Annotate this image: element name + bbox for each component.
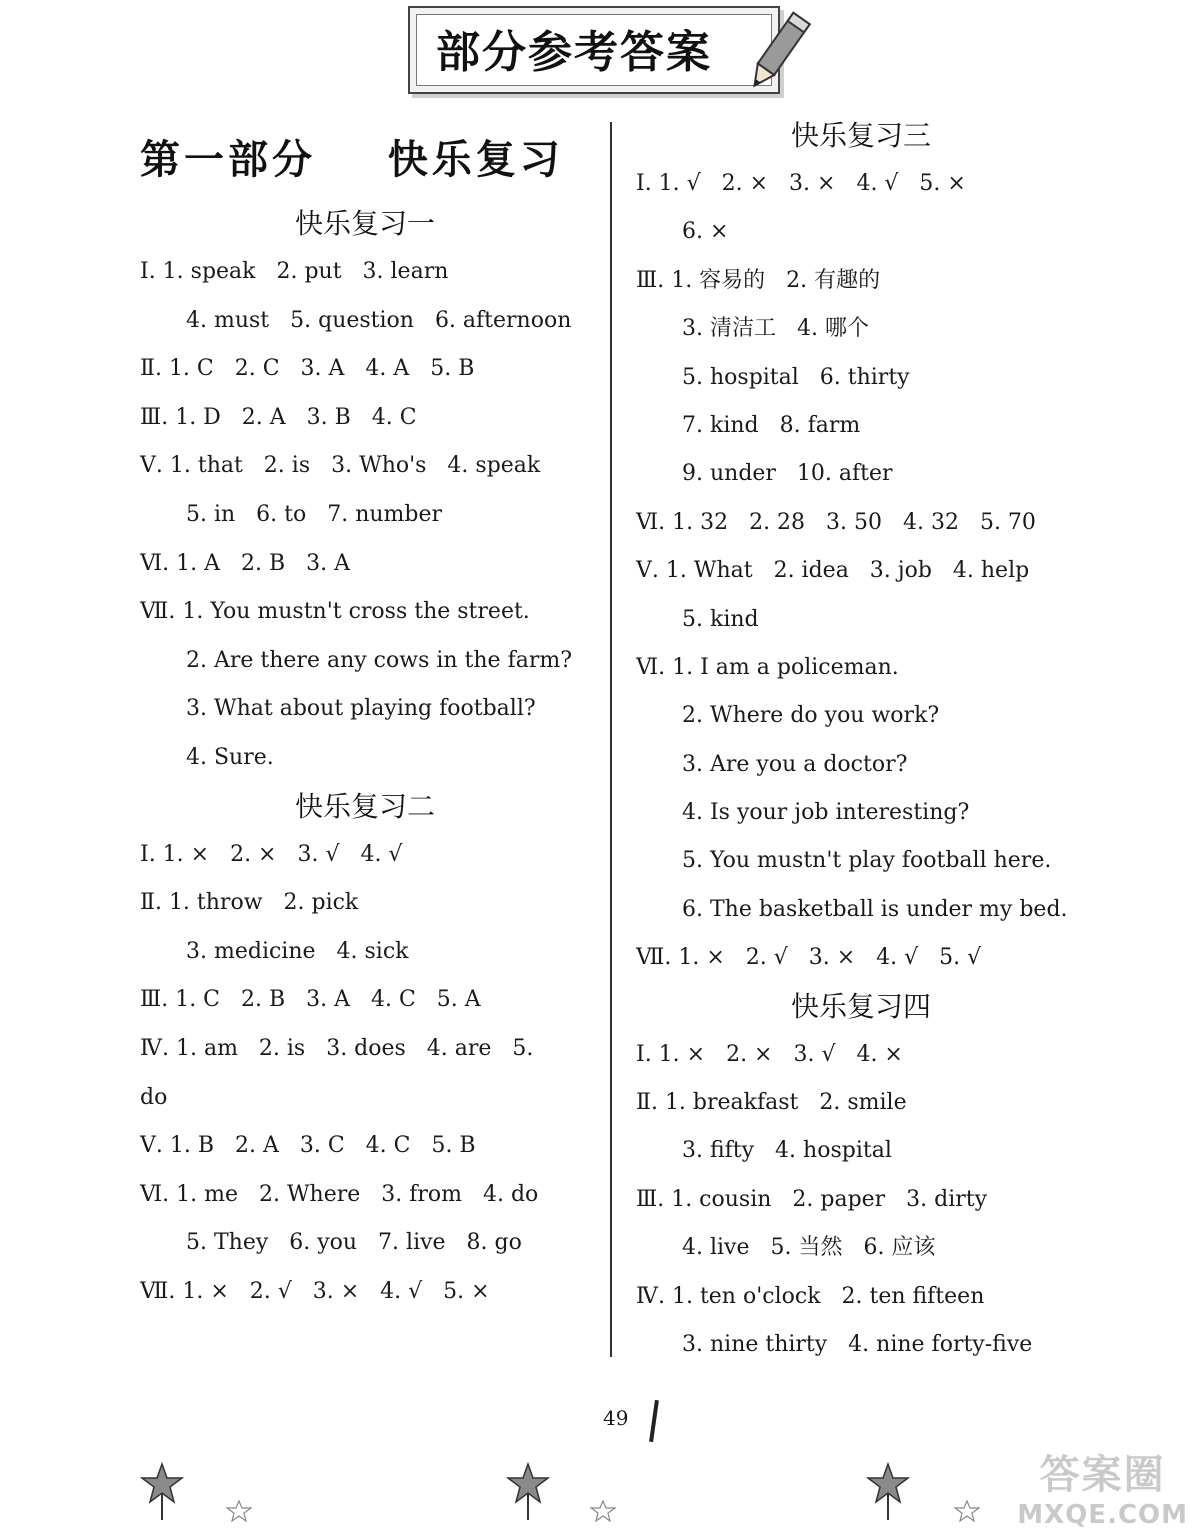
page-number: 49 [603,1406,629,1430]
answer-line: Ⅲ. 1. C 2. B 3. A 4. C 5. A [140,987,481,1013]
answer-line: do [140,1084,168,1110]
answer-line: Ⅶ. 1. × 2. √ 3. × 4. √ 5. √ [636,945,982,971]
answer-line: Ⅰ. 1. speak 2. put 3. learn [140,259,449,284]
left-column [140,200,590,1316]
answer-line: Ⅰ. 1. × 2. × 3. √ 4. × [636,1041,903,1067]
answer-line: Ⅴ. 1. What 2. idea 3. job 4. help [636,558,1030,584]
small-star-icon [590,1500,616,1522]
star-icon [140,1462,184,1522]
answer-line: 3. Are you a doctor? [682,751,908,777]
answer-line: 3. fifty 4. hospital [682,1138,892,1164]
watermark-logo-text: 答案圈 [1039,1452,1166,1498]
answer-line: Ⅰ. 1. √ 2. × 3. × 4. √ 5. × [636,171,966,196]
answer-line: 4. Is your job interesting? [682,800,970,826]
answer-line: Ⅵ. 1. A 2. B 3. A [140,550,350,576]
answer-line: Ⅶ. 1. You mustn't cross the street. [140,599,530,625]
watermark-url: MXQE.COM [1017,1500,1188,1530]
small-star-icon [226,1500,252,1522]
answer-line: Ⅶ. 1. × 2. √ 3. × 4. √ 5. × [140,1278,490,1304]
right-column [636,112,1086,1369]
section-title: 快乐复习一 [294,207,435,240]
answer-line: 3. What about playing football? [186,696,536,722]
answer-line: 5. in 6. to 7. number [186,501,443,527]
answer-line: 6. × [682,219,729,245]
answer-line: 5. They 6. you 7. live 8. go [186,1230,522,1256]
answer-line: Ⅱ. 1. C 2. C 3. A 4. A 5. B [140,356,475,382]
answer-line: Ⅰ. 1. × 2. × 3. √ 4. √ [140,841,403,867]
answer-line: 3. nine thirty 4. nine forty-five [682,1331,1033,1357]
pencil-icon [745,4,815,99]
column-divider [610,122,612,1357]
answer-line: Ⅲ. 1. D 2. A 3. B 4. C [140,404,417,430]
answer-line: 5. You mustn't play football here. [682,848,1052,874]
answer-line: 2. Where do you work? [682,703,940,729]
star-icon [866,1462,910,1522]
banner-title: 部分参考答案 [436,27,712,78]
watermark [1017,1443,1188,1530]
answer-line: 9. under 10. after [682,461,893,487]
answer-line: Ⅵ. 1. me 2. Where 3. from 4. do [140,1181,539,1207]
page-number-mark [649,1400,659,1442]
answer-line: 6. The basketball is under my bed. [682,896,1068,922]
answer-line: Ⅴ. 1. that 2. is 3. Who's 4. speak [140,453,541,479]
answer-line: Ⅲ. 1. 容易的 2. 有趣的 [636,267,881,293]
answer-line: 5. hospital 6. thirty [682,364,910,390]
answer-line: Ⅱ. 1. breakfast 2. smile [636,1090,907,1116]
answer-line: 4. Sure. [186,744,274,770]
answer-line: 7. kind 8. farm [682,412,861,438]
answer-line: Ⅱ. 1. throw 2. pick [140,890,359,916]
answer-line: 2. Are there any cows in the farm? [186,647,572,673]
answer-line: Ⅳ. 1. am 2. is 3. does 4. are 5. [140,1035,534,1061]
answer-line: Ⅵ. 1. I am a policeman. [636,654,899,680]
section-title: 快乐复习三 [790,119,931,152]
section-title: 快乐复习二 [294,789,435,823]
star-icon [506,1462,550,1522]
answer-line: 5. kind [682,606,759,632]
answer-line: Ⅳ. 1. ten o'clock 2. ten fifteen [636,1283,985,1309]
part-title: 第一部分 快乐复习 [140,137,564,183]
header-banner [408,6,780,94]
answer-line: 4. must 5. question 6. afternoon [186,307,572,333]
answer-line: Ⅲ. 1. cousin 2. paper 3. dirty [636,1186,988,1212]
answer-line: Ⅴ. 1. B 2. A 3. C 4. C 5. B [140,1133,476,1159]
answer-line: 3. medicine 4. sick [186,938,409,964]
small-star-icon [954,1500,980,1522]
answer-line: Ⅵ. 1. 32 2. 28 3. 50 4. 32 5. 70 [636,509,1036,535]
answer-line: 4. live 5. 当然 6. 应该 [682,1235,936,1261]
answer-line: 3. 清洁工 4. 哪个 [682,316,869,342]
section-title: 快乐复习四 [790,989,931,1023]
